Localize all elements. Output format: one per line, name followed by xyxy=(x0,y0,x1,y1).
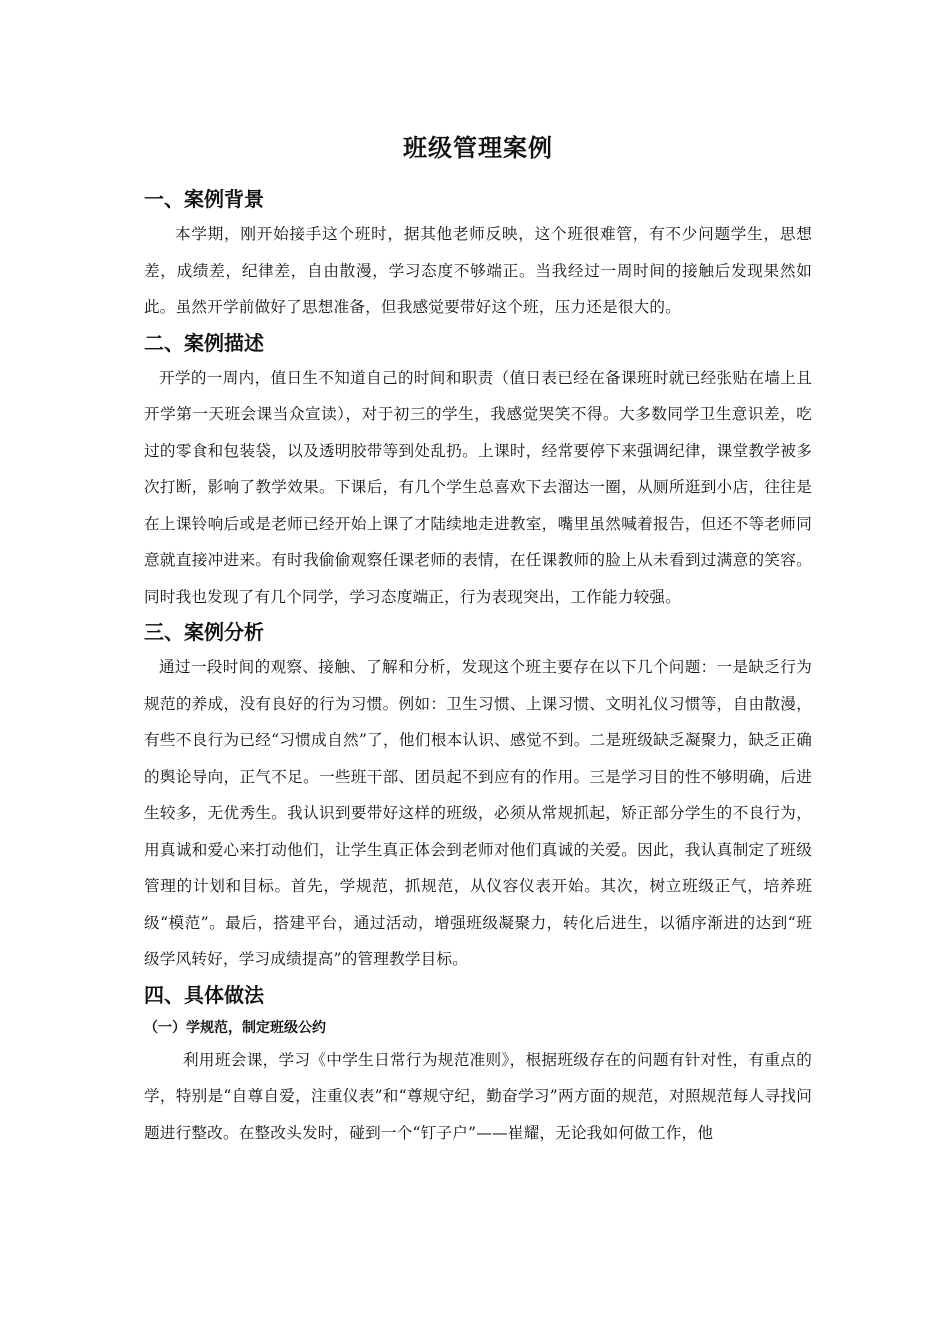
document-page xyxy=(144,128,812,1151)
section-paragraph: 开学的一周内，值日生不知道自己的时间和职责（值日表已经在备课班时就已经张贴在墙上且开学第一天班会课当众宣读），对于初三的学生，我感觉哭笑不得。大多数同学卫生意识差，吃过的零食和包装袋，以及透明胶带等到处乱扔。上课时，经常要停下来强调纪律，课堂教学被多次打断，影响了教学效果。下课后，有几个学生总喜欢下去溜达一圈，从厕所逛到小店，往往是在上课铃响后或是老师已经开始上课了才陆续地走进教室，嘴里虽然喊着报告，但还不等老师同意就直接冲进来。有时我偷偷观察任课老师的表情，在任课教师的脸上从未看到过满意的笑容。同时我也发现了有几个同学，学习态度端正，行为表现突出，工作能力较强。 xyxy=(144,368,812,606)
section-heading: 二、案例描述 xyxy=(144,330,264,355)
section-analysis xyxy=(144,615,812,978)
section-paragraph: 利用班会课，学习《中学生日常行为规范准则》，根据班级存在的问题有针对性，有重点的学，特别是“自尊自爱，注重仪表”和“尊规守纪，勤奋学习”两方面的规范，对照规范每人寻找问题进行整改。在整改头发时，碰到一个“钉子户”——崔耀，无论我如何做工作，他 xyxy=(144,1050,812,1142)
section-paragraph: 通过一段时间的观察、接触、了解和分析，发现这个班主要存在以下几个问题：一是缺乏行为规范的养成，没有良好的行为习惯。例如：卫生习惯、上课习惯、文明礼仪习惯等，自由散漫，有些不良行为已经“习惯成自然”了，他们根本认识、感觉不到。二是班级缺乏凝聚力，缺乏正确的舆论导向，正气不足。一些班干部、团员起不到应有的作用。三是学习目的性不够明确，后进生较多，无优秀生。我认识到要带好这样的班级，必须从常规抓起，矫正部分学生的不良行为，用真诚和爱心来打动他们，让学生真正体会到老师对他们真诚的关爱。因此，我认真制定了班级管理的计划和目标。首先，学规范，抓规范，从仪容仪表开始。其次，树立班级正气，培养班级“模范”。最后，搭建平台，通过活动，增强班级凝聚力，转化后进生，以循序渐进的达到“班级学风转好，学习成绩提高”的管理教学目标。 xyxy=(144,658,812,968)
section-background xyxy=(144,182,812,326)
section-heading: 四、具体做法 xyxy=(144,982,264,1007)
section-heading: 一、案例背景 xyxy=(144,187,264,211)
section-practice xyxy=(144,978,812,1152)
document-title: 班级管理案例 xyxy=(403,134,553,162)
section-description xyxy=(144,326,812,616)
section-heading: 三、案例分析 xyxy=(144,620,264,644)
section-subheading: （一）学规范，制定班级公约 xyxy=(144,1019,326,1036)
section-paragraph: 本学期，刚开始接手这个班时，据其他老师反映，这个班很难管，有不少问题学生，思想差，成绩差，纪律差，自由散漫，学习态度不够端正。当我经过一周时间的接触后发现果然如此。虽然开学前做好了思想准备，但我感觉要带好这个班，压力还是很大的。 xyxy=(144,225,812,316)
